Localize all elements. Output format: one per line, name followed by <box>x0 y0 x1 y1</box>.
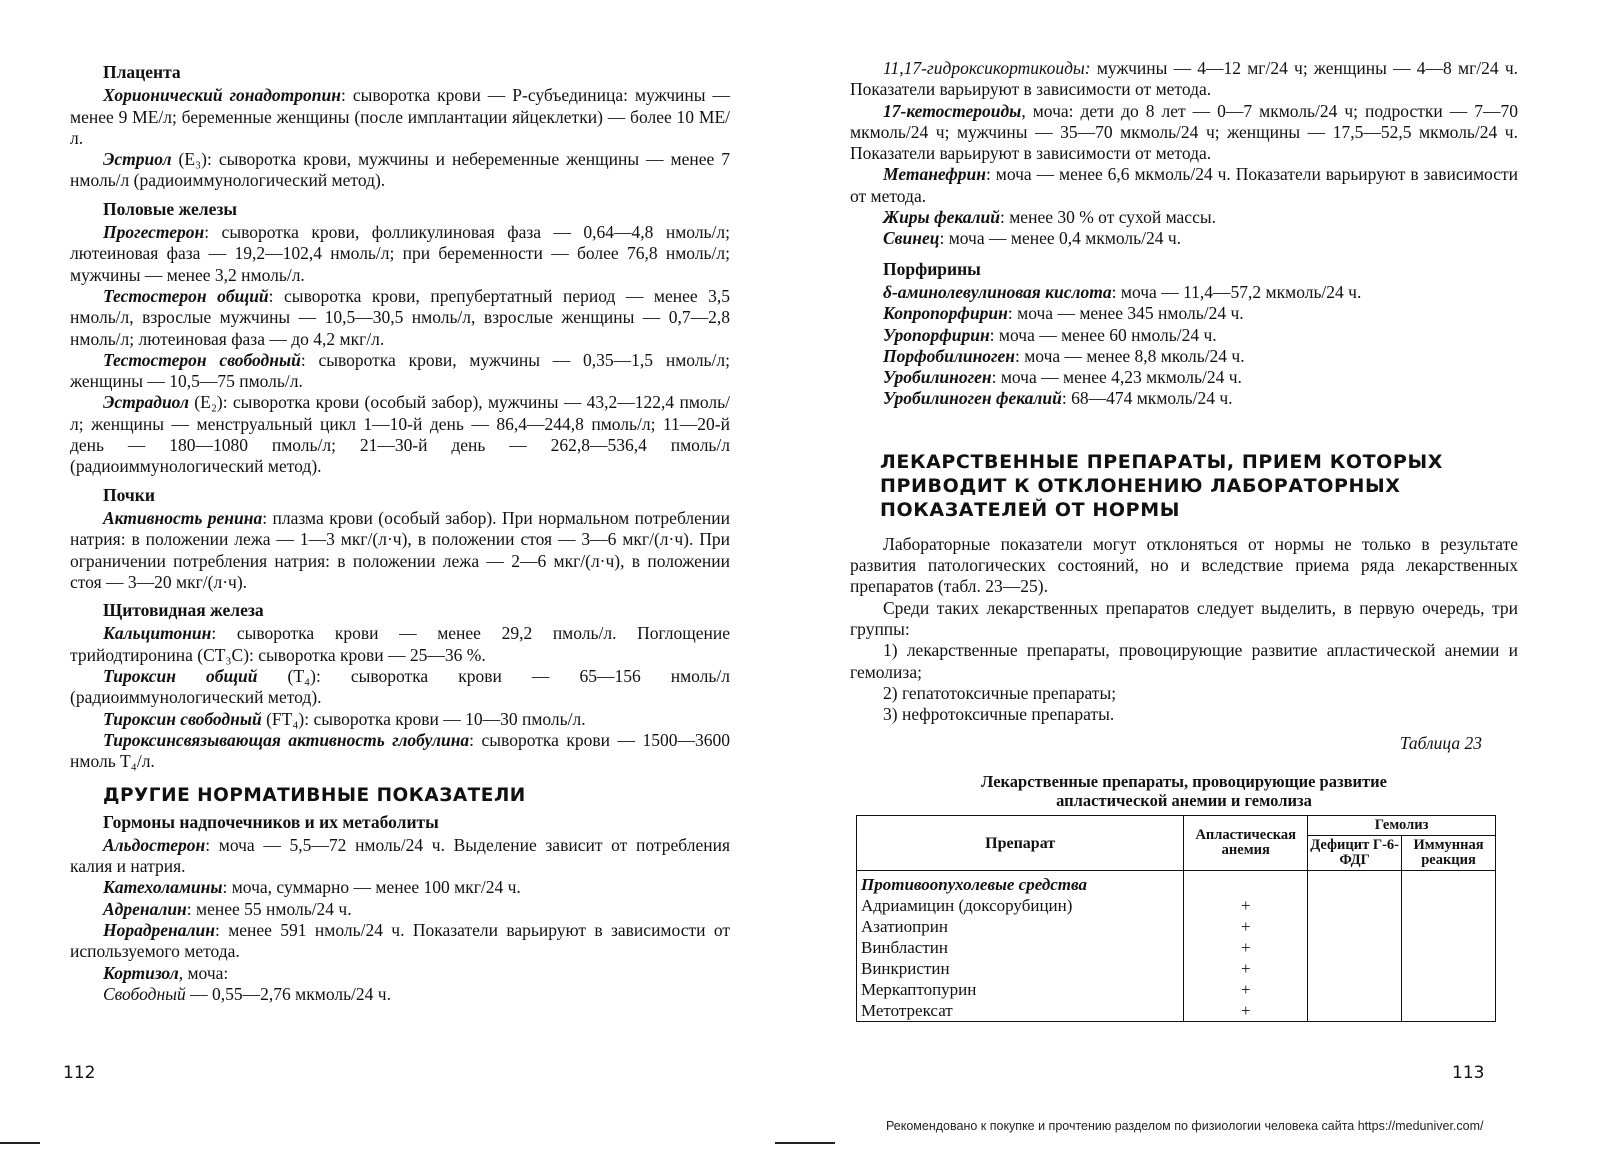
section-heading-gonads: Половые железы <box>103 198 238 219</box>
chapter-title: ЛЕКАРСТВЕННЫЕ ПРЕПАРАТЫ, ПРИЕМ КОТОРЫХ ПРИВОДИТ К ОТКЛОНЕНИЮ ЛАБОРАТОРНЫХ ПОКАЗАТЕЛЕЙ ОТ НОРМЫ <box>880 450 1443 521</box>
list-item: 1) лекарственные препараты, провоцирующие развитие апластической анемии и гемолиза; <box>850 640 1518 682</box>
g6pd-cell <box>1308 1000 1402 1022</box>
right-page <box>850 58 1518 1022</box>
intro-paragraph: Лабораторные показатели могут отклоняться от нормы не только в результате развития патологических состояний, но и вследствие приема ряда лекарственных препаратов (табл. 23—25). <box>850 533 1518 597</box>
entry-lead: Свинец: моча — менее 0,4 мкмоль/24 ч. <box>883 228 1182 249</box>
entry-estradiol: Эстрадиол (Е₂): сыворотка крови (особый забор), мужчины — 43,2—122,4 пмоль/л; женщины — менструальный цикл 1—10-й день — 86,4—244,8 пмоль/л; 11—20-й день — 180—1080 пмоль/л; 21—30-й день — 262,8—536,4 пмоль/л (радиоиммунологический метод). <box>70 392 730 477</box>
entry-coproporphyrin: Копропорфирин: моча — менее 345 нмоль/24 ч. <box>883 303 1244 324</box>
section-heading-thyroid: Щитовидная железа <box>103 600 264 621</box>
page-number-right: 113 <box>1452 1063 1485 1083</box>
entry-testosterone-total: Тестостерон общий: сыворотка крови, препубертатный период — менее 3,5 нмоль/л, взрослые мужчины — 10,5—30,5 нмоль/л, взрослые женщины — 0,7—2,8 нмоль/л; лютеиновая фаза — до 4,2 мкг/л. <box>70 285 731 349</box>
entry-urobilinogen: Уробилиноген: моча — менее 4,23 мкмоль/24 ч. <box>883 367 1242 388</box>
table-number: Таблица 23 <box>1399 733 1482 754</box>
entry-tbg: Тироксинсвязывающая активность глобулина: сыворотка крови — 1500—3600 нмоль Т₄/л. <box>70 729 730 772</box>
immune-cell <box>1402 958 1496 979</box>
g6pd-cell <box>1308 979 1402 1000</box>
entry-aldosterone: Альдостерон: моча — 5,5—72 нмоль/24 ч. Выделение зависит от потребления калия и натрия. <box>70 834 730 877</box>
column-header-aplastic: Апластическая анемия <box>1184 816 1308 871</box>
chapter-heading-other: ДРУГИЕ НОРМАТИВНЫЕ ПОКАЗАТЕЛИ <box>103 784 526 806</box>
drug-cell: Метотрексат <box>857 1000 1184 1022</box>
entry-porphobilinogen: Порфобилиноген: моча — менее 8,8 мколь/24 ч. <box>883 345 1245 366</box>
group-label: Противоопухолевые средства <box>857 871 1184 896</box>
entry-cortisol: Кортизол, моча: <box>103 962 229 983</box>
table-title: Лекарственные препараты, провоцирующие развитие апластической анемии и гемолиза <box>981 772 1387 811</box>
entry-urobilinogen-fecal: Уробилиноген фекалий: 68—474 мкмоль/24 ч. <box>883 388 1233 409</box>
immune-cell <box>1402 1000 1496 1022</box>
immune-cell <box>1402 979 1496 1000</box>
table-row <box>857 979 1496 1000</box>
immune-cell <box>1402 895 1496 916</box>
entry-estriol: Эстриол (Е₃): сыворотка крови, мужчины и небеременные женщины — менее 7 нмоль/л (радиоиммунологический метод). <box>70 149 730 191</box>
aplastic-cell: + <box>1184 1000 1308 1022</box>
section-heading-placenta: Плацента <box>103 62 181 82</box>
entry-cortisol-free: Свободный — 0,55—2,76 мкмоль/24 ч. <box>103 983 391 1004</box>
table-row <box>857 1000 1496 1022</box>
immune-cell <box>1402 937 1496 958</box>
aplastic-cell: + <box>1184 895 1308 916</box>
column-header-hemolysis: Гемолиз <box>1308 816 1496 836</box>
table-row <box>857 958 1496 979</box>
column-header-immune: Иммунная реакция <box>1402 836 1496 871</box>
column-header-g6pd: Дефицит Г-6-ФДГ <box>1308 836 1402 871</box>
g6pd-cell <box>1308 937 1402 958</box>
list-item: 3) нефротоксичные препараты. <box>883 704 1115 725</box>
left-page <box>70 58 730 1005</box>
column-header-drug: Препарат <box>857 816 1184 871</box>
page-edge-line <box>0 1142 40 1144</box>
groups-paragraph: Среди таких лекарственных препаратов следует выделить, в первую очередь, три группы: <box>850 597 1518 639</box>
g6pd-cell <box>1308 916 1402 937</box>
footer-note: Рекомендовано к покупке и прочтению разделом по физиологии человека сайта https://meduniver.com/ <box>886 1119 1484 1133</box>
entry-calcitonin: Кальцитонин: сыворотка крови — менее 29,2 пмоль/л. Поглощение трийодтиронина (СТ₃С): сыворотка крови — 25—36 %. <box>70 623 730 665</box>
aplastic-cell: + <box>1184 979 1308 1000</box>
entry-hcg: Хорионический гонадотропин: сыворотка крови — Р-субъединица: мужчины — менее 9 МЕ/л; беременные женщины (после имплантации яйцеклетки) — более 10 МЕ/л. <box>70 85 730 148</box>
section-heading-porphyrins: Порфирины <box>883 258 981 279</box>
table-group-row <box>857 871 1496 896</box>
list-item: 2) гепатотоксичные препараты; <box>883 682 1117 703</box>
drug-cell: Адриамицин (доксорубицин) <box>857 895 1184 916</box>
entry-hydroxycorticoids: 11,17-гидроксикортикоиды: мужчины — 4—12 мг/24 ч; женщины — 4—8 мг/24 ч. Показатели варьируют в зависимости от метода. <box>850 58 1518 100</box>
entry-thyroxine-free: Тироксин свободный (FT₄): сыворотка крови — 10—30 пмоль/л. <box>103 708 586 729</box>
entry-progesterone: Прогестерон: сыворотка крови, фолликулиновая фаза — 0,64—4,8 нмоль/л; лютеиновая фаза — 19,2—102,4 нмоль/л; при беременности — более 76,8 нмоль/л; мужчины — менее 3,2 нмоль/л. <box>70 222 730 285</box>
drug-cell: Азатиоприн <box>857 916 1184 937</box>
g6pd-cell <box>1308 895 1402 916</box>
entry-testosterone-free: Тестостерон свободный: сыворотка крови, мужчины — 0,35—1,5 нмоль/л; женщины — 10,5—75 пмоль/л. <box>70 349 730 392</box>
entry-ala: δ-аминолевулиновая кислота: моча — 11,4—57,2 мкмоль/24 ч. <box>883 281 1362 302</box>
section-heading-adrenal: Гормоны надпочечников и их метаболиты <box>103 811 439 832</box>
drug-cell: Винкристин <box>857 958 1184 979</box>
immune-cell <box>1402 916 1496 937</box>
entry-noradrenaline: Норадреналин: менее 591 нмоль/24 ч. Показатели варьируют в зависимости от используемого метода. <box>70 919 730 962</box>
aplastic-cell: + <box>1184 916 1308 937</box>
page-edge-line <box>775 1142 835 1144</box>
table-row <box>857 916 1496 937</box>
drug-cell: Меркаптопурин <box>857 979 1184 1000</box>
entry-uroporphyrin: Уропорфирин: моча — менее 60 нмоль/24 ч. <box>883 324 1217 345</box>
table-row <box>857 937 1496 958</box>
drug-cell: Винбластин <box>857 937 1184 958</box>
entry-thyroxine-total: Тироксин общий (Т₄): сыворотка крови — 65—156 нмоль/л (радиоиммунологический метод). <box>70 666 730 708</box>
entry-adrenaline: Адреналин: менее 55 нмоль/24 ч. <box>103 898 352 919</box>
section-heading-kidney: Почки <box>103 484 155 505</box>
page-number-left: 112 <box>63 1063 96 1083</box>
aplastic-cell: + <box>1184 937 1308 958</box>
entry-renin: Активность ренина: плазма крови (особый забор). При нормальном потреблении натрия: в положении лежа — 1—3 мкг/(л·ч), в положении стоя — 3—6 мкг/(л·ч). При ограничении потребления натрия: в положении лежа — 2—6 мкг/(л·ч), в положении стоя — 3—20 мкг/(л·ч). <box>70 507 731 592</box>
g6pd-cell <box>1308 958 1402 979</box>
drug-table <box>856 815 1496 1022</box>
entry-ketosteroids: 17-кетостероиды, моча: дети до 8 лет — 0—7 мкмоль/24 ч; подростки — 7—70 мкмоль/24 ч; мужчины — 35—70 мкмоль/24 ч; женщины — 17,5—52,5 мкмоль/24 ч. Показатели варьируют в зависимости от метода. <box>850 100 1518 164</box>
entry-metanephrine: Метанефрин: моча — менее 6,6 мкмоль/24 ч. Показатели варьируют в зависимости от метода. <box>850 164 1518 206</box>
entry-fecal-fat: Жиры фекалий: менее 30 % от сухой массы. <box>883 207 1216 228</box>
entry-catecholamines: Катехоламины: моча, суммарно — менее 100 мкг/24 ч. <box>103 877 521 898</box>
table-row <box>857 895 1496 916</box>
aplastic-cell: + <box>1184 958 1308 979</box>
